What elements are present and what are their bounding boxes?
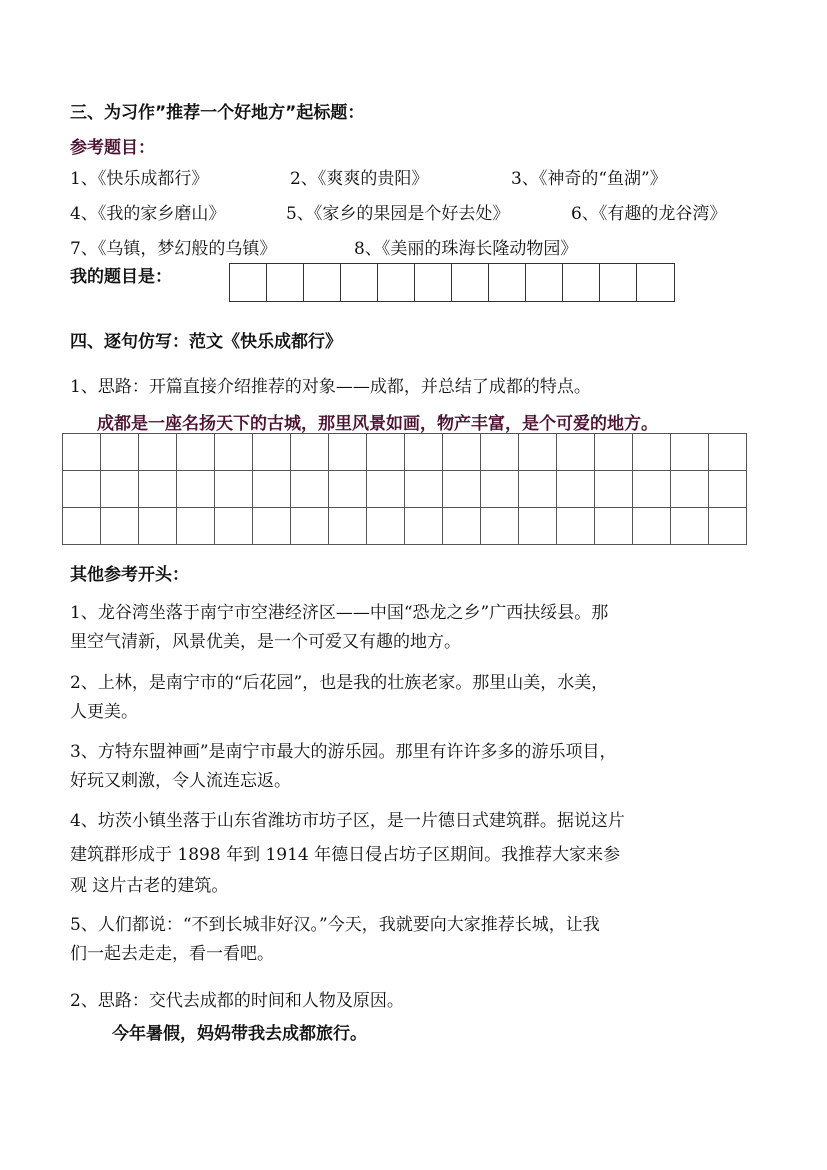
grid-cell[interactable] <box>519 471 557 508</box>
grid-cell[interactable] <box>63 471 101 508</box>
grid-cell[interactable] <box>671 471 709 508</box>
grid-cell[interactable] <box>253 508 291 545</box>
grid-row <box>63 508 747 545</box>
grid-cell[interactable] <box>139 471 177 508</box>
reference-titles-label: 参考题目： <box>70 138 155 158</box>
grid-cell[interactable] <box>101 471 139 508</box>
ref-title-6: 6、《有趣的龙谷湾》 <box>571 204 727 224</box>
grid-cell[interactable] <box>291 434 329 471</box>
grid-cell[interactable] <box>341 264 378 301</box>
grid-cell[interactable] <box>443 508 481 545</box>
grid-cell[interactable] <box>405 508 443 545</box>
grid-cell[interactable] <box>519 434 557 471</box>
opening-4-line-3: 观 这片古老的建筑。 <box>70 876 229 896</box>
ref-title-5: 5、《家乡的果园是个好去处》 <box>286 204 510 224</box>
grid-cell[interactable] <box>291 471 329 508</box>
grid-cell[interactable] <box>557 508 595 545</box>
opening-2-line-1: 2、上林，是南宁市的“后花园”，也是我的壮族老家。那里山美，水美， <box>70 673 609 693</box>
grid-cell[interactable] <box>267 264 304 301</box>
model-sentence-2: 今年暑假，妈妈带我去成都旅行。 <box>112 1024 367 1044</box>
grid-cell[interactable] <box>63 434 101 471</box>
grid-cell[interactable] <box>329 434 367 471</box>
my-title-grid[interactable] <box>229 263 675 302</box>
grid-cell[interactable] <box>101 434 139 471</box>
section4-heading: 四、逐句仿写：范文《快乐成都行》 <box>70 332 342 352</box>
grid-cell[interactable] <box>519 508 557 545</box>
grid-row <box>63 471 747 508</box>
grid-cell[interactable] <box>563 264 600 301</box>
opening-5-line-2: 们一起去走走，看一看吧。 <box>70 944 274 964</box>
ref-title-7: 7、《乌镇，梦幻般的乌镇》 <box>70 239 277 259</box>
grid-cell[interactable] <box>595 508 633 545</box>
grid-cell[interactable] <box>101 508 139 545</box>
grid-cell[interactable] <box>709 508 747 545</box>
grid-cell[interactable] <box>215 434 253 471</box>
grid-cell[interactable] <box>253 434 291 471</box>
grid-cell[interactable] <box>378 264 415 301</box>
ref-title-3: 3、《神奇的“鱼湖”》 <box>511 169 667 189</box>
grid-cell[interactable] <box>671 434 709 471</box>
opening-2-line-2: 人更美。 <box>70 702 138 722</box>
grid-cell[interactable] <box>253 471 291 508</box>
grid-cell[interactable] <box>215 471 253 508</box>
grid-cell[interactable] <box>709 471 747 508</box>
grid-cell[interactable] <box>557 434 595 471</box>
grid-cell[interactable] <box>481 434 519 471</box>
opening-3-line-1: 3、方特东盟神画”是南宁市最大的游乐园。那里有许许多多的游乐项目， <box>70 742 617 762</box>
opening-1-line-1: 1、龙谷湾坐落于南宁市空港经济区——中国“恐龙之乡”广西扶绥县。那 <box>70 603 609 623</box>
grid-cell[interactable] <box>557 471 595 508</box>
grid-cell[interactable] <box>215 508 253 545</box>
grid-cell[interactable] <box>329 471 367 508</box>
grid-cell[interactable] <box>671 508 709 545</box>
model-sentence-1: 成都是一座名扬天下的古城，那里风景如画，物产丰富，是个可爱的地方。 <box>97 414 658 434</box>
ref-title-4: 4、《我的家乡磨山》 <box>70 204 226 224</box>
opening-4-line-1: 4、坊茨小镇坐落于山东省潍坊市坊子区，是一片德日式建筑群。据说这片 <box>70 811 625 831</box>
grid-cell[interactable] <box>633 471 671 508</box>
grid-cell[interactable] <box>177 471 215 508</box>
grid-row <box>63 434 747 471</box>
grid-cell[interactable] <box>526 264 563 301</box>
grid-cell[interactable] <box>595 434 633 471</box>
ref-title-8: 8、《美丽的珠海长隆动物园》 <box>354 239 578 259</box>
section3-heading: 三、为习作”推荐一个好地方”起标题： <box>70 103 365 123</box>
opening-1-line-2: 里空气清新，风景优美，是一个可爱又有趣的地方。 <box>70 632 461 652</box>
opening-4-line-2: 建筑群形成于 1898 年到 1914 年德日侵占坊子区期间。我推荐大家来参 <box>70 845 621 865</box>
grid-cell[interactable] <box>405 434 443 471</box>
grid-cell[interactable] <box>177 508 215 545</box>
grid-cell[interactable] <box>304 264 341 301</box>
grid-cell[interactable] <box>329 508 367 545</box>
grid-cell[interactable] <box>230 264 267 301</box>
other-openings-label: 其他参考开头： <box>70 565 189 585</box>
grid-cell[interactable] <box>291 508 329 545</box>
idea-2: 2、思路：交代去成都的时间和人物及原因。 <box>70 991 404 1011</box>
grid-cell[interactable] <box>481 471 519 508</box>
grid-cell[interactable] <box>481 508 519 545</box>
grid-cell[interactable] <box>443 434 481 471</box>
grid-cell[interactable] <box>709 434 747 471</box>
grid-cell[interactable] <box>595 471 633 508</box>
my-title-label: 我的题目是： <box>70 267 172 287</box>
grid-cell[interactable] <box>63 508 101 545</box>
grid-cell[interactable] <box>177 434 215 471</box>
grid-cell[interactable] <box>367 471 405 508</box>
grid-cell[interactable] <box>633 434 671 471</box>
grid-cell[interactable] <box>139 434 177 471</box>
grid-cell[interactable] <box>443 471 481 508</box>
grid-cell[interactable] <box>633 508 671 545</box>
grid-cell[interactable] <box>405 471 443 508</box>
grid-cell[interactable] <box>367 434 405 471</box>
grid-cell[interactable] <box>367 508 405 545</box>
ref-title-2: 2、《爽爽的贵阳》 <box>290 169 429 189</box>
grid-cell[interactable] <box>139 508 177 545</box>
opening-5-line-1: 5、人们都说：“不到长城非好汉。”今天，我就要向大家推荐长城，让我 <box>70 915 600 935</box>
ref-title-1: 1、《快乐成都行》 <box>70 169 209 189</box>
grid-cell[interactable] <box>637 264 674 301</box>
writing-grid[interactable] <box>62 433 747 545</box>
grid-cell[interactable] <box>415 264 452 301</box>
idea-1: 1、思路：开篇直接介绍推荐的对象——成都，并总结了成都的特点。 <box>70 377 591 397</box>
grid-cell[interactable] <box>452 264 489 301</box>
grid-cell[interactable] <box>489 264 526 301</box>
opening-3-line-2: 好玩又刺激，令人流连忘返。 <box>70 771 291 791</box>
grid-cell[interactable] <box>600 264 637 301</box>
